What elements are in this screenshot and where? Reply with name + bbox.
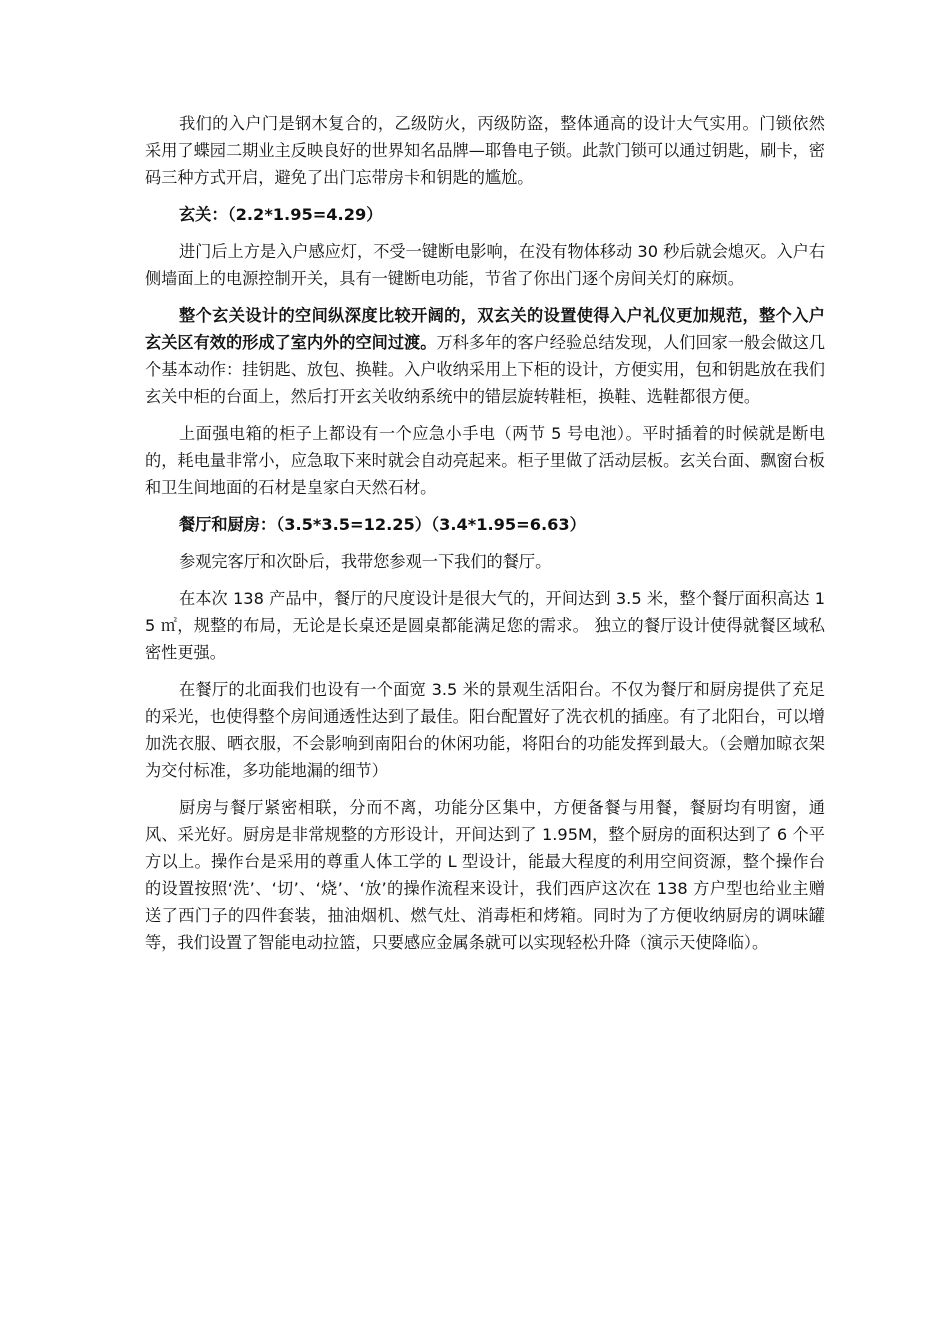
document-page: [145, 110, 825, 956]
paragraph-foyer-light: 进门后上方是入户感应灯，不受一键断电影响，在没有物体移动 30 秒后就会熄灭。入户右侧墙面上的电源控制开关，具有一键断电功能，节省了你出门逐个房间关灯的麻烦。: [145, 242, 826, 288]
paragraph-foyer-design: [145, 302, 825, 410]
paragraph-foyer-design-rest: 万科多年的客户经验总结发现，人们回家一般会做这几个基本动作：挂钥匙、放包、换鞋。入户收纳采用上下柜的设计，方便实用，包和钥匙放在我们玄关中柜的台面上，然后打开玄关收纳系统中的错层旋转鞋柜，换鞋、选鞋都很方便。: [145, 333, 826, 406]
paragraph-emergency-light: 上面强电箱的柜子上都设有一个应急小手电（两节 5 号电池）。平时插着的时候就是断电的，耗电量非常小，应急取下来时就会自动亮起来。柜子里做了活动层板。玄关台面、飘窗台板和卫生间地面的石材是皇家白天然石材。: [145, 424, 825, 497]
paragraph-entry-door: 我们的入户门是钢木复合的，乙级防火，丙级防盗，整体通高的设计大气实用。门锁依然采用了蝶园二期业主反映良好的世界知名品牌—耶鲁电子锁。此款门锁可以通过钥匙，刷卡，密码三种方式开启，避免了出门忘带房卡和钥匙的尴尬。: [145, 114, 825, 187]
heading-foyer: 玄关：（2.2*1.95=4.29）: [179, 205, 383, 224]
heading-dining-kitchen: 餐厅和厨房：（3.5*3.5=12.25）（3.4*1.95=6.63）: [179, 515, 586, 534]
paragraph-kitchen: 厨房与餐厅紧密相联，分而不离，功能分区集中，方便备餐与用餐，餐厨均有明窗，通风、采光好。厨房是非常规整的方形设计，开间达到了 1.95M，整个厨房的面积达到了 6 个平方以上。操作台是采用的尊重人体工学的 L 型设计，能最大程度的利用空间资源，整个操作台的设置按照‘洗’、‘切’、‘烧’、‘放’的操作流程来设计，我们西庐这次在 138 方户型也给业主赠送了西门子的四件套装，抽油烟机、燃气灶、消毒柜和烤箱。同时为了方便收纳厨房的调味罐等，我们设置了智能电动拉篮，只要感应金属条就可以实现轻松升降（演示天使降临）。: [145, 798, 825, 952]
paragraph-foyer-design-bold: 整个玄关设计的空间纵深度比较开阔的，双玄关的设置使得入户礼仪更加规范，整个入户玄关区有效的形成了室内外的空间过渡。: [145, 306, 825, 352]
paragraph-north-balcony: 在餐厅的北面我们也设有一个面宽 3.5 米的景观生活阳台。不仅为餐厅和厨房提供了充足的采光，也使得整个房间通透性达到了最佳。阳台配置好了洗衣机的插座。有了北阳台，可以增加洗衣服、晒衣服，不会影响到南阳台的休闲功能，将阳台的功能发挥到最大。（会赠加晾衣架为交付标准，多功能地漏的细节）: [145, 680, 825, 780]
paragraph-dining-size: 在本次 138 产品中，餐厅的尺度设计是很大气的，开间达到 3.5 米，整个餐厅面积高达 15 ㎡，规整的布局，无论是长桌还是圆桌都能满足您的需求。 独立的餐厅设计使得就餐区域私密性更强。: [145, 589, 825, 662]
paragraph-dining-intro: 参观完客厅和次卧后，我带您参观一下我们的餐厅。: [179, 552, 552, 571]
